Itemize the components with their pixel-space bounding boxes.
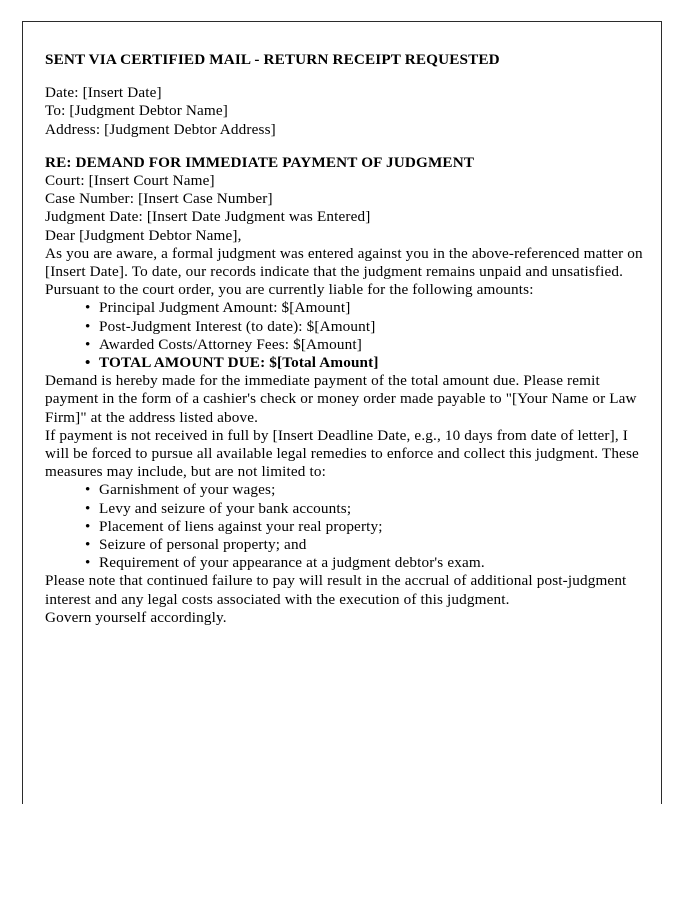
- field-court: Court: [Insert Court Name]: [45, 172, 215, 190]
- re-heading: RE: DEMAND FOR IMMEDIATE PAYMENT OF JUDGMENT: [45, 153, 475, 171]
- amounts-list-item: • Awarded Costs/Attorney Fees: $[Amount]: [87, 336, 643, 354]
- header-fields-block: [45, 84, 643, 139]
- remedies-list-item: • Garnishment of your wages;: [87, 481, 643, 499]
- paragraph-demand-remit: Demand is hereby made for the immediate payment of the total amount due. Please remit payment in the form of a cashier's check or money order made payable to "[Your Name or Law Firm]" at the address listed above.: [45, 372, 637, 426]
- remedies-list-item: • Placement of liens against your real property;: [87, 518, 643, 536]
- paragraph-judgment-entered: As you are aware, a formal judgment was entered against you in the above-referenced matter on [Insert Date]. To date, our records indicate that the judgment remains unpaid and unsatisfied.: [45, 244, 643, 281]
- amounts-list-item: • TOTAL AMOUNT DUE: $[Total Amount]: [87, 354, 643, 372]
- field-judgment-date: Judgment Date: [Insert Date Judgment was Entered]: [45, 208, 371, 226]
- remedies-list-item: • Requirement of your appearance at a judgment debtor's exam.: [87, 554, 643, 572]
- amounts-list-item: • Principal Judgment Amount: $[Amount]: [87, 299, 643, 317]
- paragraph-continued-failure: Please note that continued failure to pay will result in the accrual of additional post-judgment interest and any legal costs associated with the execution of this judgment.: [45, 572, 627, 608]
- field-to: To: [Judgment Debtor Name]: [45, 102, 228, 120]
- field-case-number: Case Number: [Insert Case Number]: [45, 190, 273, 208]
- closing-line: Govern yourself accordingly.: [45, 608, 227, 626]
- amounts-list-item: • Post-Judgment Interest (to date): $[Amount]: [87, 318, 643, 336]
- re-block: [45, 154, 643, 227]
- amounts-list: [45, 299, 643, 372]
- remedies-list: [45, 481, 643, 572]
- salutation: Dear [Judgment Debtor Name],: [45, 226, 242, 244]
- document-body: [45, 21, 643, 627]
- remedies-list-item: • Seizure of personal property; and: [87, 536, 643, 554]
- certified-mail-heading: SENT VIA CERTIFIED MAIL - RETURN RECEIPT REQUESTED: [45, 51, 500, 68]
- field-address: Address: [Judgment Debtor Address]: [45, 120, 276, 138]
- paragraph-liable-amounts-intro: Pursuant to the court order, you are currently liable for the following amounts:: [45, 281, 534, 299]
- field-date: Date: [Insert Date]: [45, 84, 162, 102]
- paragraph-deadline-remedies-intro: If payment is not received in full by [Insert Deadline Date, e.g., 10 days from date of letter], I will be forced to pursue all available legal remedies to enforce and collect this judgment. These measures may include, but are not limited to:: [45, 426, 639, 481]
- remedies-list-item: • Levy and seizure of your bank accounts;: [87, 500, 643, 518]
